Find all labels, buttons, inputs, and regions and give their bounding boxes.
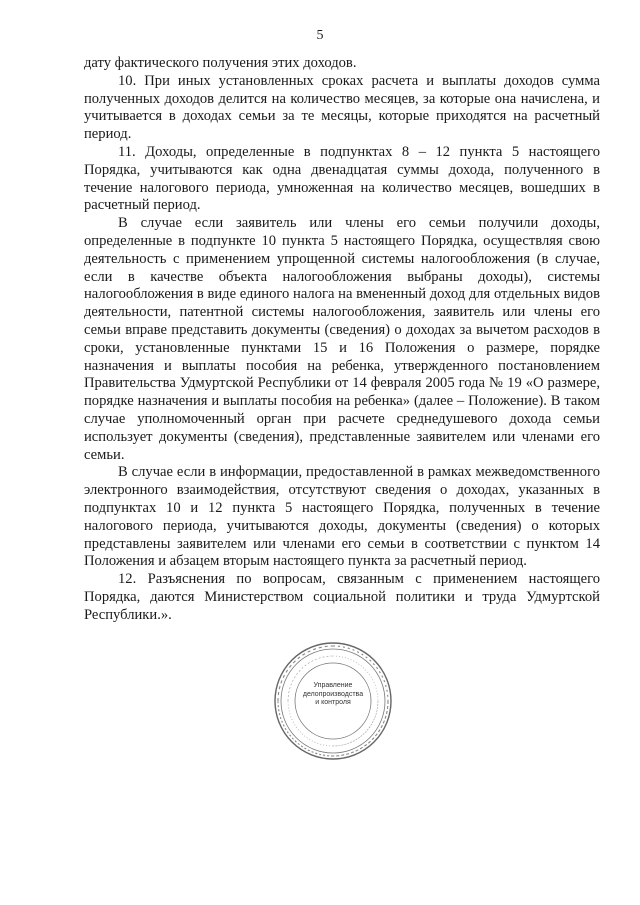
paragraph-continuation: дату фактического получения этих доходов.: [84, 55, 357, 71]
page-number: 5: [316, 28, 324, 43]
paragraph-missing-info: В случае если в информации, предоставленной в рамках межведомственного электронного взаимодействия, отсутствуют сведения о доходах, указанных в подпунктах 10 и 12 пункта 5 настоящего Порядка, полученных в течение налогового периода, учитываются доходы, документы (сведения) о которых представлены заявителем или членами его семьи в соответствии с пунктом 14 Положения и абзацем вторым настоящего пункта за расчетный период.: [84, 464, 600, 570]
paragraph-item-11: 11. Доходы, определенные в подпунктах 8 – 12 пункта 5 настоящего Порядка, учитываются как одна двенадцатая суммы дохода, полученного в течение налогового периода, умноженная на количество месяцев, вошедших в расчетный период.: [84, 143, 600, 214]
stamp-line: делопроизводства: [302, 690, 364, 698]
stamp-line: и контроля: [315, 699, 351, 706]
stamp-line: Управление: [313, 682, 353, 689]
paragraph-item-12: 12. Разъяснения по вопросам, связанным с применением настоящего Порядка, даются Министерством социальной политики и труда Удмуртской Республики.».: [84, 571, 600, 623]
stamp-text: [298, 682, 368, 708]
paragraph-self-employed-income: В случае если заявитель или члены его семьи получили доходы, определенные в подпункте 10 пункта 5 настоящего Порядка, осуществляя свою деятельность с применением упрощенной системы налогообложения (в случае, если в качестве объекта налогообложения выбраны доходы), системы налогообложения в виде единого налога на вмененный доход для отдельных видов деятельности, патентной системы налогообложения, заявитель или члены его семьи вправе представить документы (сведения) о доходах за вычетом расходов в сроки, установленные пунктами 15 и 16 Положения о размере, порядке назначения и выплаты пособия на ребенка, утвержденного постановлением Правительства Удмуртской Республики от 14 февраля 2005 года № 19 «О размере, порядке назначения и выплаты пособия на ребенка» (далее – Положение). В таком случае уполномоченный орган при расчете среднедушевого дохода семьи использует документы (сведения), представленные заявителем или членами его семьи.: [84, 215, 600, 463]
document-body: [84, 55, 600, 625]
paragraph-item-10: 10. При иных установленных сроках расчета и выплаты доходов сумма полученных доходов делится на количество месяцев, за которые она начислена, и учитывается в доходах семьи за те месяцы, которые приходятся на расчетный период.: [84, 72, 600, 143]
office-stamp: [272, 640, 394, 762]
